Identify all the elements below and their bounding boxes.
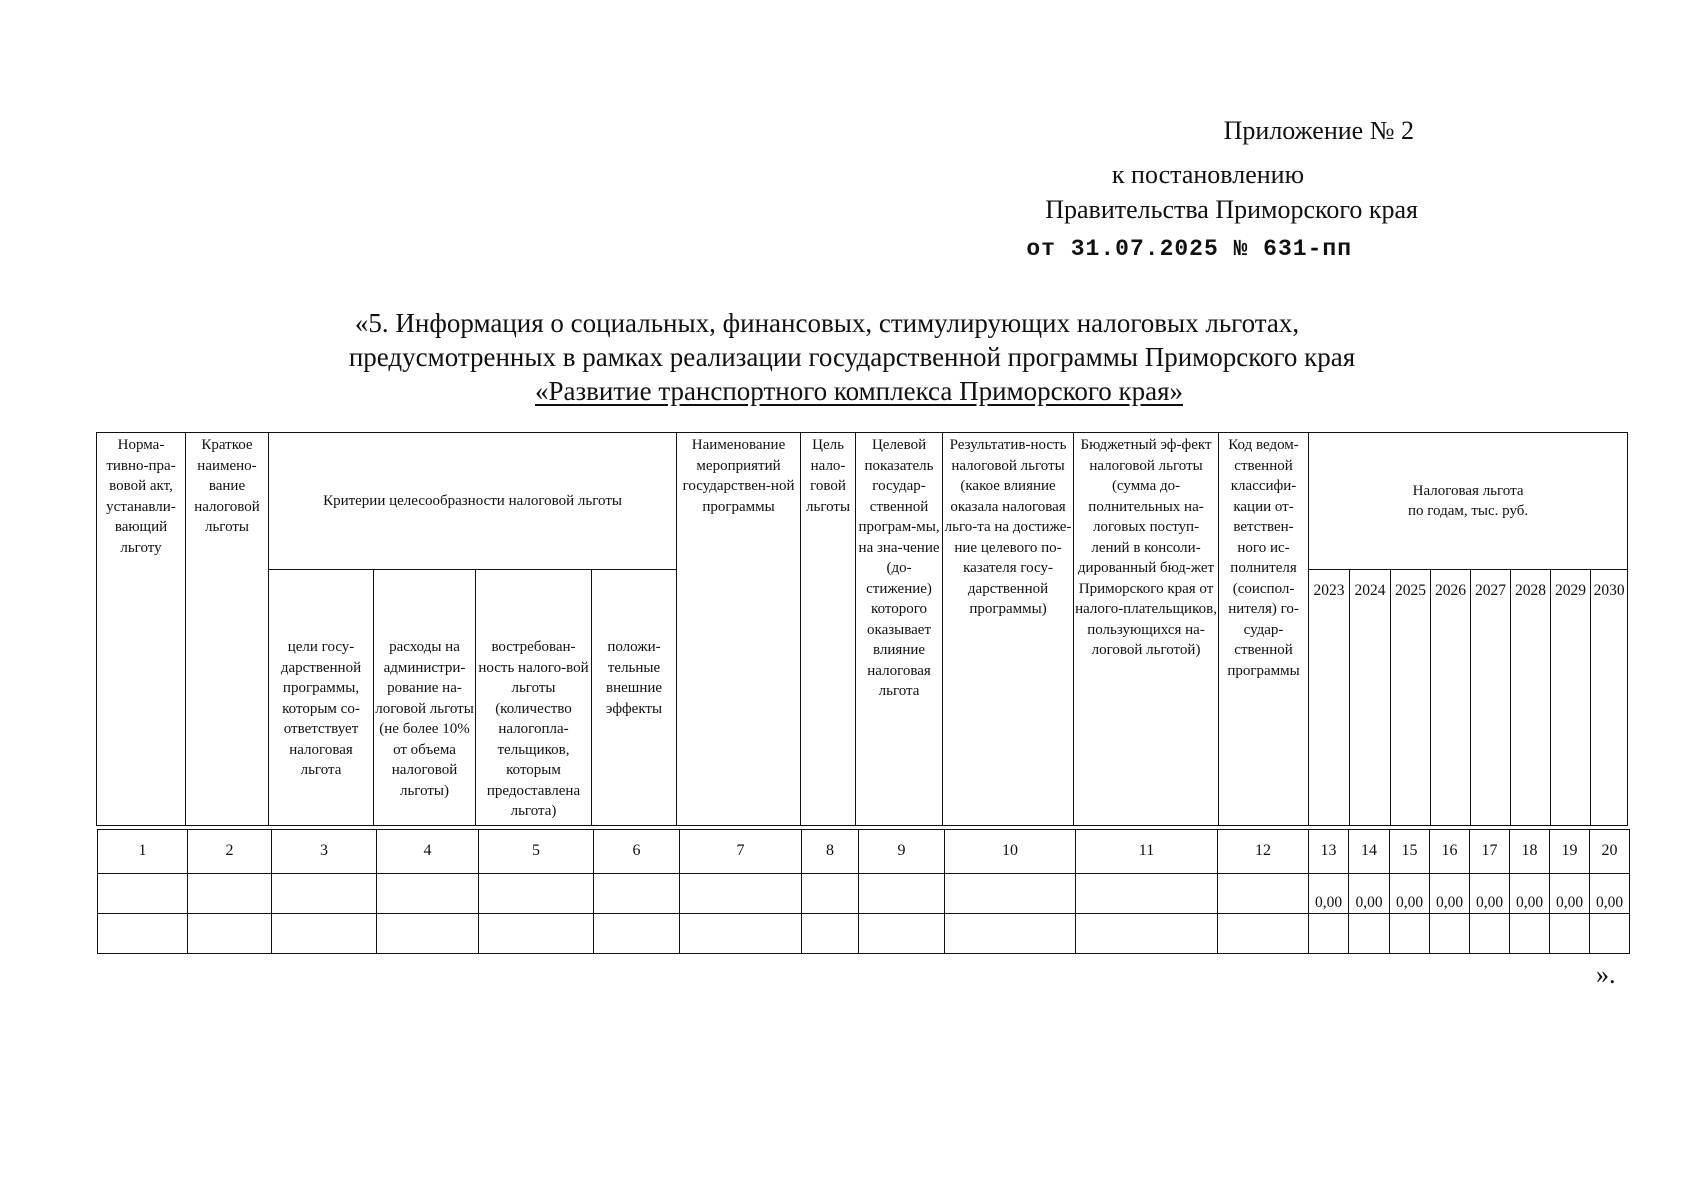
year-label: 2027	[1475, 582, 1507, 599]
table-cell	[680, 874, 802, 914]
header-year	[1511, 570, 1551, 826]
column-number-row	[98, 830, 1630, 874]
year-label: 2024	[1354, 582, 1386, 599]
benefit-by-years-line-1: Налоговая льгота	[1412, 482, 1524, 499]
header-target-indicator: Целевой показатель государ-ственной програм-мы, на зна-чение (до-стижение) которого оказывает влияние налоговая льгота	[856, 433, 943, 826]
table-cell	[272, 914, 377, 954]
benefit-value: 0,00	[1309, 874, 1349, 914]
header-external-effects: положи-тельные внешние эффекты	[592, 570, 677, 826]
header-demand: востребован-ность налого-вой льготы (количество налогопла-тельщиков, которым предоставлена льгота)	[476, 570, 592, 826]
table-cell	[98, 914, 188, 954]
benefit-value: 0,00	[1349, 874, 1390, 914]
header-year	[1471, 570, 1511, 826]
header-benefit-name: Краткое наимено-вание налоговой льготы	[186, 433, 269, 826]
table-cell	[859, 874, 945, 914]
year-label: 2028	[1515, 582, 1547, 599]
header-budget-effect: Бюджетный эф-фект налоговой льготы (сумма до-полнительных на-логовых поступ-лений в консоли-дированный бюд-жет Приморского края от налого-плательщиков, пользующихся на-логовой льготой)	[1074, 433, 1219, 826]
column-number: 4	[377, 830, 479, 874]
appendix-resolution-label: к постановлению	[1111, 160, 1304, 189]
header-benefit-goal: Цель нало-говой льготы	[801, 433, 856, 826]
table-cell	[1309, 914, 1349, 954]
heading-line-2: предусмотренных в рамках реализации государственной программы Приморского края	[348, 342, 1356, 372]
heading-line-3	[34, 374, 1684, 408]
benefit-value: 0,00	[1390, 874, 1430, 914]
table-cell	[188, 914, 272, 954]
benefit-value: 0,00	[1470, 874, 1510, 914]
column-number: 7	[680, 830, 802, 874]
table-cell	[479, 914, 594, 954]
column-number: 18	[1510, 830, 1550, 874]
table-cell	[859, 914, 945, 954]
benefit-value: 0,00	[1590, 874, 1630, 914]
appendix-number: Приложение № 2	[1223, 116, 1414, 145]
year-label: 2025	[1395, 582, 1427, 599]
column-number: 20	[1590, 830, 1630, 874]
table-cell	[945, 874, 1076, 914]
header-benefit-by-years	[1309, 433, 1628, 570]
table-cell	[188, 874, 272, 914]
table-cell	[479, 874, 594, 914]
benefit-value: 0,00	[1510, 874, 1550, 914]
year-label: 2030	[1593, 582, 1625, 599]
table-cell	[802, 874, 859, 914]
header-year	[1551, 570, 1591, 826]
column-number: 1	[98, 830, 188, 874]
table-cell	[594, 874, 680, 914]
heading-line-1: «5. Информация о социальных, финансовых, стимулирующих налоговых льготах,	[354, 308, 1300, 338]
header-activities: Наименование мероприятий государствен-ной программы	[677, 433, 801, 826]
column-number: 9	[859, 830, 945, 874]
column-number: 16	[1430, 830, 1470, 874]
header-admin-costs: расходы на администри-рование на-логовой льготы (не более 10% от объема налоговой льготы)	[374, 570, 476, 826]
table-row	[98, 914, 1630, 954]
appendix-date-number: от 31.07.2025 № 631-пп	[1026, 236, 1352, 262]
table-cell	[98, 874, 188, 914]
column-number: 11	[1076, 830, 1218, 874]
column-number: 5	[479, 830, 594, 874]
table-cell	[1076, 914, 1218, 954]
table-row	[98, 874, 1630, 914]
column-number: 15	[1390, 830, 1430, 874]
benefit-value: 0,00	[1430, 874, 1470, 914]
header-program-goals: цели госу-дарственной программы, которым со-ответствует налоговая льгота	[269, 570, 374, 826]
header-year	[1391, 570, 1431, 826]
column-number: 12	[1218, 830, 1309, 874]
year-label: 2026	[1435, 582, 1467, 599]
appendix-block	[898, 112, 1418, 266]
appendix-government: Правительства Приморского края	[1045, 195, 1418, 224]
table-cell	[680, 914, 802, 954]
header-year	[1309, 570, 1350, 826]
table-cell	[1349, 914, 1390, 954]
benefit-by-years-line-2: по годам, тыс. руб.	[1407, 503, 1529, 519]
header-criteria: Критерии целесообразности налоговой льготы	[269, 433, 677, 570]
table-cell	[1510, 914, 1550, 954]
column-number: 14	[1349, 830, 1390, 874]
table-cell	[1218, 874, 1309, 914]
table-cell	[1076, 874, 1218, 914]
column-number: 3	[272, 830, 377, 874]
table-cell	[1430, 914, 1470, 954]
table-cell	[377, 874, 479, 914]
header-normative-act: Норма-тивно-пра-вовой акт, устанавли-вающий льготу	[97, 433, 186, 826]
table-cell	[1550, 914, 1590, 954]
header-department-code: Код ведом-ственной классифи-кации от-ветствен-ного ис-полнителя (соиспол-нителя) го-судар-ственной программы	[1219, 433, 1309, 826]
header-year	[1431, 570, 1471, 826]
table-cell	[1218, 914, 1309, 954]
table-cell	[272, 874, 377, 914]
header-year	[1591, 570, 1628, 826]
column-number: 19	[1550, 830, 1590, 874]
column-number: 17	[1470, 830, 1510, 874]
column-number: 8	[802, 830, 859, 874]
table-cell	[1590, 914, 1630, 954]
benefits-table-body	[97, 829, 1630, 954]
column-number: 6	[594, 830, 680, 874]
column-number: 13	[1309, 830, 1349, 874]
table-cell	[594, 914, 680, 954]
table-cell	[802, 914, 859, 954]
benefit-value: 0,00	[1550, 874, 1590, 914]
table-cell	[945, 914, 1076, 954]
program-title: «Развитие транспортного комплекса Приморского края»	[534, 376, 1184, 406]
table-cell	[1470, 914, 1510, 954]
section-heading	[0, 306, 1684, 408]
column-number: 2	[188, 830, 272, 874]
closing-quote: ».	[1596, 960, 1616, 989]
year-label: 2023	[1313, 582, 1345, 599]
table-cell	[1390, 914, 1430, 954]
column-number: 10	[945, 830, 1076, 874]
header-year	[1350, 570, 1391, 826]
year-label: 2029	[1555, 582, 1587, 599]
header-effectiveness: Результатив-ность налоговой льготы (какое влияние оказала налоговая льго-та на достиже-ние целевого по-казателя госу-дарственной программы)	[943, 433, 1074, 826]
table-cell	[377, 914, 479, 954]
benefits-table-header	[96, 432, 1628, 826]
